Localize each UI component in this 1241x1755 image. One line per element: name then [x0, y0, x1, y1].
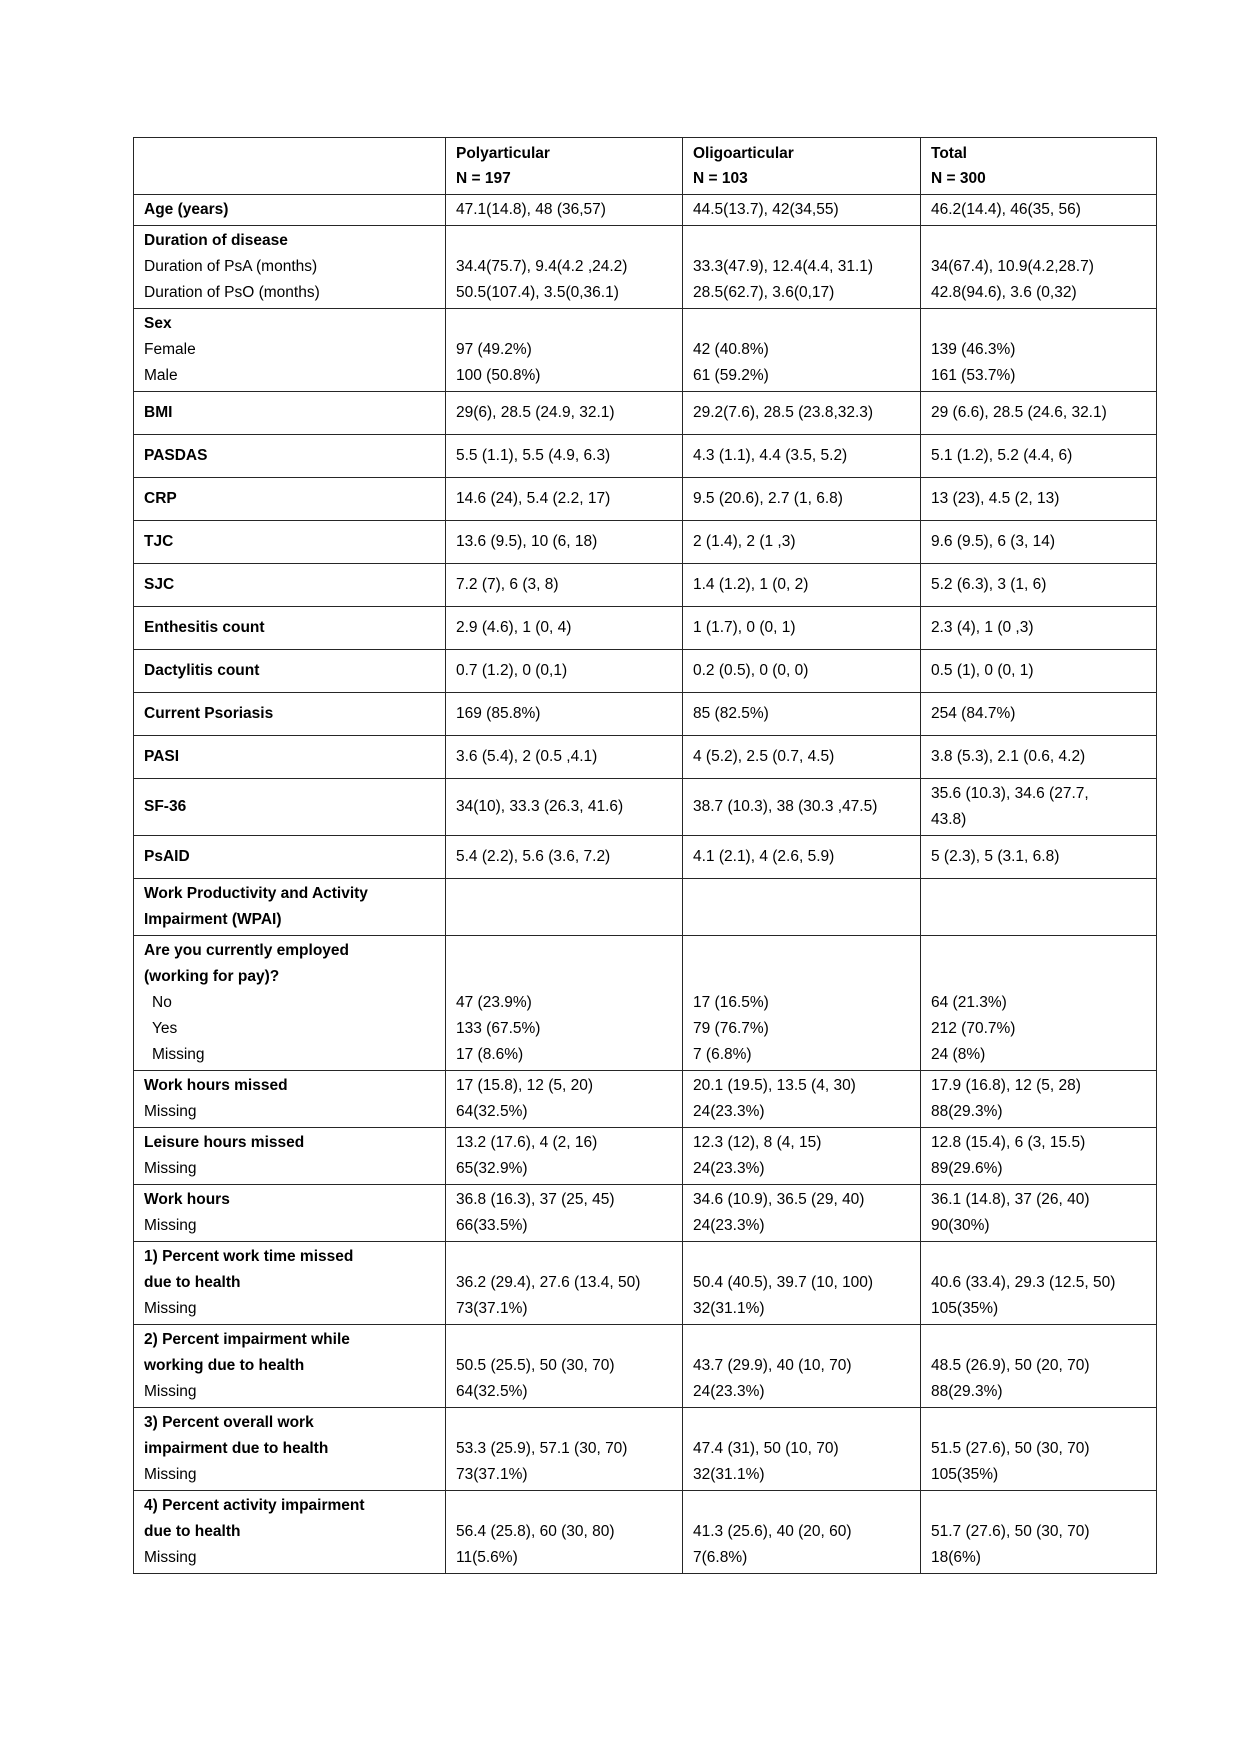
data-cell-oligo: [683, 1408, 921, 1491]
data-cell-oligo: [683, 309, 921, 392]
row-label-line: Work hours missed: [144, 1077, 288, 1094]
cell-value-line: 7 (6.8%): [693, 1046, 752, 1063]
cell-value-line: 2.9 (4.6), 1 (0, 4): [456, 619, 572, 636]
data-cell-oligo: [683, 936, 921, 1071]
row-label-cell: [134, 879, 446, 936]
cell-value-line: 28.5(62.7), 3.6(0,17): [693, 284, 835, 301]
row-label-line: Missing: [144, 1383, 197, 1400]
cell-value-line: 169 (85.8%): [456, 705, 541, 722]
cell-value-line: 2 (1.4), 2 (1 ,3): [693, 533, 796, 550]
cell-value-line: 3.6 (5.4), 2 (0.5 ,4.1): [456, 748, 598, 765]
row-label-cell: [134, 836, 446, 879]
data-cell-total: [921, 195, 1157, 226]
column-header-total: [921, 138, 1157, 195]
cell-value-line: 5.5 (1.1), 5.5 (4.9, 6.3): [456, 447, 611, 464]
row-label-line: Male: [144, 367, 178, 384]
row-label-line: Missing: [144, 1217, 197, 1234]
table-row-currently-employed: [134, 936, 1157, 1071]
data-cell-total: [921, 521, 1157, 564]
row-label-line: Duration of PsA (months): [144, 258, 318, 275]
table-row-pct-work-time-missed: [134, 1242, 1157, 1325]
data-cell-oligo: [683, 521, 921, 564]
cell-value-line: 161 (53.7%): [931, 367, 1016, 384]
cell-value-line: 90(30%): [931, 1217, 990, 1234]
table-row-leisure-hours-missed: [134, 1128, 1157, 1185]
row-label-cell: [134, 1408, 446, 1491]
table-row-wpai-header: [134, 879, 1157, 936]
row-label-line: Impairment (WPAI): [144, 911, 282, 928]
row-label-line: SJC: [144, 576, 175, 593]
data-cell-poly: [446, 435, 683, 478]
row-label-line: TJC: [144, 533, 174, 550]
data-cell-poly: [446, 936, 683, 1071]
row-label-cell: [134, 564, 446, 607]
cell-value-line: 44.5(13.7), 42(34,55): [693, 201, 839, 218]
cell-value-line: 11(5.6%): [456, 1549, 518, 1566]
header-line: [144, 166, 435, 191]
cell-value-line: 73(37.1%): [456, 1466, 528, 1483]
cell-value-line: 4.1 (2.1), 4 (2.6, 5.9): [693, 848, 835, 865]
cell-value-line: 97 (49.2%): [456, 341, 532, 358]
row-label-line: Female: [144, 341, 196, 358]
data-cell-total: [921, 936, 1157, 1071]
data-cell-oligo: [683, 1128, 921, 1185]
cell-value-line: 36.2 (29.4), 27.6 (13.4, 50): [456, 1274, 641, 1291]
cell-value-line: 41.3 (25.6), 40 (20, 60): [693, 1523, 852, 1540]
row-label-line: Current Psoriasis: [144, 705, 274, 722]
row-label-line: impairment due to health: [144, 1440, 329, 1457]
data-cell-poly: [446, 1185, 683, 1242]
table-row-duration-of-disease: [134, 226, 1157, 309]
row-label-cell: [134, 1491, 446, 1574]
data-cell-oligo: [683, 1325, 921, 1408]
table-row-bmi: [134, 392, 1157, 435]
cell-value-line: 105(35%): [931, 1300, 999, 1317]
cell-value-line: 5.2 (6.3), 3 (1, 6): [931, 576, 1047, 593]
row-label-line: Work Productivity and Activity: [144, 885, 368, 902]
data-cell-oligo: [683, 736, 921, 779]
cell-value-line: 42 (40.8%): [693, 341, 769, 358]
row-label-line: Enthesitis count: [144, 619, 265, 636]
row-label-cell: [134, 309, 446, 392]
cell-value-line: 133 (67.5%): [456, 1020, 541, 1037]
table-row-pct-overall-work-impairment: [134, 1408, 1157, 1491]
data-cell-total: [921, 392, 1157, 435]
cell-value-line: 2.3 (4), 1 (0 ,3): [931, 619, 1034, 636]
cell-value-line: 0.2 (0.5), 0 (0, 0): [693, 662, 809, 679]
cell-value-line: 89(29.6%): [931, 1160, 1003, 1177]
data-cell-oligo: [683, 564, 921, 607]
cell-value-line: 64(32.5%): [456, 1103, 528, 1120]
cell-value-line: 50.5(107.4), 3.5(0,36.1): [456, 284, 619, 301]
data-cell-oligo: [683, 392, 921, 435]
cell-value-line: 254 (84.7%): [931, 705, 1016, 722]
cell-value-line: 64(32.5%): [456, 1383, 528, 1400]
row-label-line: working due to health: [144, 1357, 305, 1374]
header-line: Oligoarticular: [693, 145, 794, 162]
cell-value-line: 5 (2.3), 5 (3.1, 6.8): [931, 848, 1060, 865]
cell-value-line: 13.2 (17.6), 4 (2, 16): [456, 1134, 598, 1151]
cell-value-line: 0.7 (1.2), 0 (0,1): [456, 662, 568, 679]
cell-value-line: 64 (21.3%): [931, 994, 1007, 1011]
data-cell-total: [921, 1242, 1157, 1325]
cell-value-line: 50.4 (40.5), 39.7 (10, 100): [693, 1274, 874, 1291]
row-label-cell: [134, 195, 446, 226]
header-line: N = 103: [693, 170, 748, 187]
cell-value-line: 24(23.3%): [693, 1217, 765, 1234]
row-label-line: 4) Percent activity impairment: [144, 1497, 365, 1514]
cell-value-line: 88(29.3%): [931, 1383, 1003, 1400]
table-row-pasi: [134, 736, 1157, 779]
cell-value-line: 17 (16.5%): [693, 994, 769, 1011]
cell-value-line: 1.4 (1.2), 1 (0, 2): [693, 576, 809, 593]
data-cell-oligo: [683, 1242, 921, 1325]
data-cell-total: [921, 1325, 1157, 1408]
header-line: [144, 141, 435, 166]
cell-value-line: 29.2(7.6), 28.5 (23.8,32.3): [693, 404, 874, 421]
row-label-cell: [134, 936, 446, 1071]
table-row-sjc: [134, 564, 1157, 607]
cell-value-line: 24 (8%): [931, 1046, 986, 1063]
table-body: [134, 195, 1157, 1574]
row-label-cell: [134, 650, 446, 693]
cell-value-line: 85 (82.5%): [693, 705, 769, 722]
data-cell-oligo: [683, 607, 921, 650]
cell-value-line: 17 (8.6%): [456, 1046, 524, 1063]
cell-value-line: 17 (15.8), 12 (5, 20): [456, 1077, 593, 1094]
data-cell-oligo: [683, 836, 921, 879]
cell-value-line: 65(32.9%): [456, 1160, 528, 1177]
row-label-line: Are you currently employed: [144, 942, 350, 959]
data-cell-total: [921, 478, 1157, 521]
table-row-dactylitis-count: [134, 650, 1157, 693]
cell-value-line: 46.2(14.4), 46(35, 56): [931, 201, 1081, 218]
row-label-cell: [134, 1071, 446, 1128]
cell-value-line: 24(23.3%): [693, 1383, 765, 1400]
data-cell-poly: [446, 836, 683, 879]
data-cell-total: [921, 607, 1157, 650]
table-row-crp: [134, 478, 1157, 521]
cohort-characteristics-table: [133, 137, 1157, 1574]
cell-value-line: 12.3 (12), 8 (4, 15): [693, 1134, 822, 1151]
data-cell-poly: [446, 1325, 683, 1408]
row-label-line: PsAID: [144, 848, 190, 865]
row-label-line: Age (years): [144, 201, 229, 218]
row-label-line: Duration of disease: [144, 232, 288, 249]
table-row-work-hours-missed: [134, 1071, 1157, 1128]
row-label-cell: [134, 478, 446, 521]
cell-value-line: 43.8): [931, 811, 967, 828]
header-row: [134, 138, 1157, 195]
data-cell-oligo: [683, 779, 921, 836]
row-label-line: PASDAS: [144, 447, 208, 464]
header-line: Total: [931, 145, 967, 162]
row-label-line: No: [152, 994, 172, 1011]
row-label-line: SF-36: [144, 798, 187, 815]
data-cell-total: [921, 1128, 1157, 1185]
data-cell-total: [921, 564, 1157, 607]
cell-value-line: 51.7 (27.6), 50 (30, 70): [931, 1523, 1090, 1540]
table-row-current-psoriasis: [134, 693, 1157, 736]
cell-value-line: 73(37.1%): [456, 1300, 528, 1317]
cell-value-line: 32(31.1%): [693, 1300, 765, 1317]
row-label-line: Work hours: [144, 1191, 230, 1208]
cell-value-line: 34(10), 33.3 (26.3, 41.6): [456, 798, 624, 815]
cell-value-line: 47 (23.9%): [456, 994, 532, 1011]
data-cell-total: [921, 879, 1157, 936]
row-label-cell: [134, 693, 446, 736]
row-label-cell: [134, 521, 446, 564]
row-label-line: Missing: [152, 1046, 205, 1063]
row-label-cell: [134, 736, 446, 779]
row-label-line: Leisure hours missed: [144, 1134, 305, 1151]
cell-value-line: 9.6 (9.5), 6 (3, 14): [931, 533, 1056, 550]
table-row-sf-36: [134, 779, 1157, 836]
cell-value-line: 5.4 (2.2), 5.6 (3.6, 7.2): [456, 848, 611, 865]
data-cell-oligo: [683, 650, 921, 693]
header-line: N = 197: [456, 170, 511, 187]
data-cell-poly: [446, 478, 683, 521]
column-header-oligoarticular: [683, 138, 921, 195]
cell-value-line: 13 (23), 4.5 (2, 13): [931, 490, 1060, 507]
cell-value-line: 42.8(94.6), 3.6 (0,32): [931, 284, 1077, 301]
cell-value-line: 47.1(14.8), 48 (36,57): [456, 201, 606, 218]
cell-value-line: 35.6 (10.3), 34.6 (27.7,: [931, 785, 1089, 802]
row-label-line: Dactylitis count: [144, 662, 260, 679]
cell-value-line: 66(33.5%): [456, 1217, 528, 1234]
data-cell-poly: [446, 1408, 683, 1491]
cell-value-line: 34(67.4), 10.9(4.2,28.7): [931, 258, 1094, 275]
cell-value-line: 53.3 (25.9), 57.1 (30, 70): [456, 1440, 628, 1457]
data-cell-poly: [446, 1071, 683, 1128]
cell-value-line: 13.6 (9.5), 10 (6, 18): [456, 533, 598, 550]
cell-value-line: 47.4 (31), 50 (10, 70): [693, 1440, 839, 1457]
row-label-line: Missing: [144, 1103, 197, 1120]
data-cell-oligo: [683, 1071, 921, 1128]
cell-value-line: 51.5 (27.6), 50 (30, 70): [931, 1440, 1090, 1457]
cell-value-line: 0.5 (1), 0 (0, 1): [931, 662, 1034, 679]
cell-value-line: 12.8 (15.4), 6 (3, 15.5): [931, 1134, 1086, 1151]
table-row-enthesitis-count: [134, 607, 1157, 650]
data-cell-poly: [446, 1491, 683, 1574]
cell-value-line: 4 (5.2), 2.5 (0.7, 4.5): [693, 748, 835, 765]
cell-value-line: 34.6 (10.9), 36.5 (29, 40): [693, 1191, 865, 1208]
row-label-cell: [134, 1128, 446, 1185]
table-row-pct-activity-impairment: [134, 1491, 1157, 1574]
table-row-psaid: [134, 836, 1157, 879]
data-cell-oligo: [683, 478, 921, 521]
cell-value-line: 32(31.1%): [693, 1466, 765, 1483]
data-cell-total: [921, 736, 1157, 779]
data-cell-poly: [446, 195, 683, 226]
table-row-pct-impairment-while-working: [134, 1325, 1157, 1408]
row-label-cell: [134, 226, 446, 309]
row-label-cell: [134, 1242, 446, 1325]
row-label-line: PASI: [144, 748, 180, 765]
cell-value-line: 56.4 (25.8), 60 (30, 80): [456, 1523, 615, 1540]
header-line: Polyarticular: [456, 145, 550, 162]
row-label-cell: [134, 392, 446, 435]
cell-value-line: 20.1 (19.5), 13.5 (4, 30): [693, 1077, 856, 1094]
cell-value-line: 18(6%): [931, 1549, 981, 1566]
row-label-cell: [134, 1185, 446, 1242]
data-cell-oligo: [683, 693, 921, 736]
cell-value-line: 48.5 (26.9), 50 (20, 70): [931, 1357, 1090, 1374]
cell-value-line: 14.6 (24), 5.4 (2.2, 17): [456, 490, 611, 507]
cell-value-line: 7.2 (7), 6 (3, 8): [456, 576, 559, 593]
data-cell-total: [921, 1491, 1157, 1574]
data-cell-oligo: [683, 1491, 921, 1574]
data-cell-poly: [446, 650, 683, 693]
cell-value-line: 5.1 (1.2), 5.2 (4.4, 6): [931, 447, 1073, 464]
cell-value-line: 36.1 (14.8), 37 (26, 40): [931, 1191, 1090, 1208]
data-cell-poly: [446, 521, 683, 564]
data-cell-oligo: [683, 879, 921, 936]
column-header-polyarticular: [446, 138, 683, 195]
row-label-line: due to health: [144, 1274, 241, 1291]
cell-value-line: 40.6 (33.4), 29.3 (12.5, 50): [931, 1274, 1116, 1291]
cell-value-line: 3.8 (5.3), 2.1 (0.6, 4.2): [931, 748, 1086, 765]
table-row-tjc: [134, 521, 1157, 564]
cell-value-line: 33.3(47.9), 12.4(4.4, 31.1): [693, 258, 874, 275]
row-label-cell: [134, 779, 446, 836]
row-label-line: Yes: [152, 1020, 178, 1037]
data-cell-total: [921, 1071, 1157, 1128]
header-line: N = 300: [931, 170, 986, 187]
cell-value-line: 17.9 (16.8), 12 (5, 28): [931, 1077, 1081, 1094]
data-cell-poly: [446, 1128, 683, 1185]
table-row-sex: [134, 309, 1157, 392]
row-label-cell: [134, 1325, 446, 1408]
cell-value-line: 50.5 (25.5), 50 (30, 70): [456, 1357, 615, 1374]
cell-value-line: 29 (6.6), 28.5 (24.6, 32.1): [931, 404, 1107, 421]
data-cell-total: [921, 435, 1157, 478]
row-label-line: 2) Percent impairment while: [144, 1331, 350, 1348]
cell-value-line: 38.7 (10.3), 38 (30.3 ,47.5): [693, 798, 878, 815]
cell-value-line: 36.8 (16.3), 37 (25, 45): [456, 1191, 615, 1208]
row-label-line: Duration of PsO (months): [144, 284, 320, 301]
row-label-line: Missing: [144, 1300, 197, 1317]
cell-value-line: 1 (1.7), 0 (0, 1): [693, 619, 796, 636]
row-label-line: Sex: [144, 315, 172, 332]
data-cell-oligo: [683, 195, 921, 226]
cell-value-line: 29(6), 28.5 (24.9, 32.1): [456, 404, 615, 421]
data-cell-oligo: [683, 226, 921, 309]
cell-value-line: 105(35%): [931, 1466, 999, 1483]
cell-value-line: 88(29.3%): [931, 1103, 1003, 1120]
data-cell-total: [921, 650, 1157, 693]
cell-value-line: 61 (59.2%): [693, 367, 769, 384]
data-cell-poly: [446, 607, 683, 650]
row-label-cell: [134, 607, 446, 650]
data-cell-poly: [446, 779, 683, 836]
cell-value-line: 24(23.3%): [693, 1160, 765, 1177]
table-row-age: [134, 195, 1157, 226]
table-header: [134, 138, 1157, 195]
cell-value-line: 139 (46.3%): [931, 341, 1016, 358]
cell-value-line: 212 (70.7%): [931, 1020, 1016, 1037]
cell-value-line: 79 (76.7%): [693, 1020, 769, 1037]
corner-cell: [134, 138, 446, 195]
data-cell-poly: [446, 564, 683, 607]
data-cell-total: [921, 836, 1157, 879]
table-row-pasdas: [134, 435, 1157, 478]
data-cell-poly: [446, 1242, 683, 1325]
data-cell-oligo: [683, 1185, 921, 1242]
data-cell-total: [921, 1185, 1157, 1242]
data-cell-total: [921, 309, 1157, 392]
row-label-line: CRP: [144, 490, 177, 507]
cell-value-line: 34.4(75.7), 9.4(4.2 ,24.2): [456, 258, 628, 275]
table-row-work-hours: [134, 1185, 1157, 1242]
cell-value-line: 43.7 (29.9), 40 (10, 70): [693, 1357, 852, 1374]
row-label-line: 1) Percent work time missed: [144, 1248, 354, 1265]
data-cell-total: [921, 226, 1157, 309]
row-label-line: BMI: [144, 404, 173, 421]
data-cell-poly: [446, 392, 683, 435]
data-cell-poly: [446, 309, 683, 392]
cell-value-line: 100 (50.8%): [456, 367, 541, 384]
data-cell-total: [921, 1408, 1157, 1491]
row-label-line: due to health: [144, 1523, 241, 1540]
row-label-line: 3) Percent overall work: [144, 1414, 314, 1431]
row-label-line: Missing: [144, 1549, 197, 1566]
data-cell-poly: [446, 879, 683, 936]
data-cell-total: [921, 779, 1157, 836]
row-label-line: Missing: [144, 1160, 197, 1177]
data-cell-poly: [446, 736, 683, 779]
row-label-line: (working for pay)?: [144, 968, 280, 985]
data-cell-total: [921, 693, 1157, 736]
data-cell-poly: [446, 693, 683, 736]
row-label-line: Missing: [144, 1466, 197, 1483]
cell-value-line: 4.3 (1.1), 4.4 (3.5, 5.2): [693, 447, 848, 464]
cell-value-line: 24(23.3%): [693, 1103, 765, 1120]
cell-value-line: 9.5 (20.6), 2.7 (1, 6.8): [693, 490, 843, 507]
data-cell-oligo: [683, 435, 921, 478]
row-label-cell: [134, 435, 446, 478]
data-cell-poly: [446, 226, 683, 309]
cell-value-line: 7(6.8%): [693, 1549, 748, 1566]
